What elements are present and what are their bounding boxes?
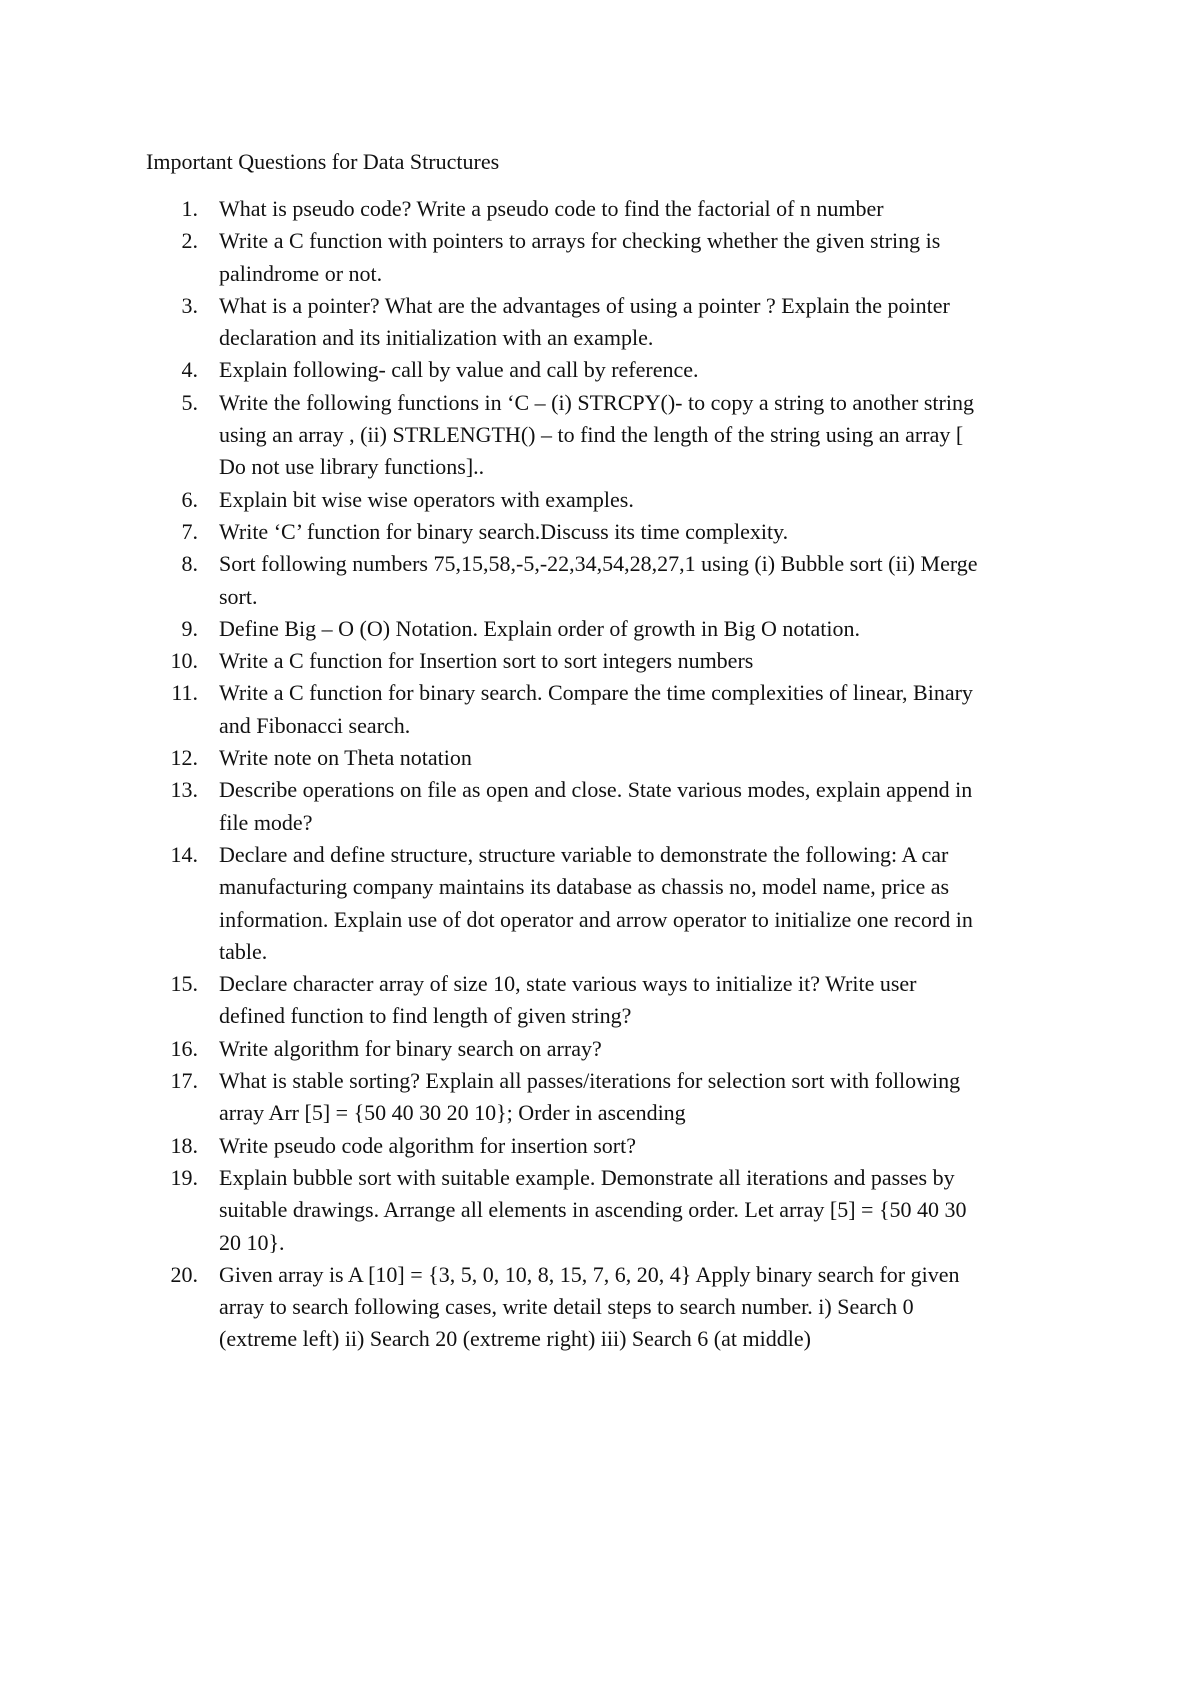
question-text: Declare and define structure, structure variable to demonstrate the following: A car manufacturing company maintains its database as chassis no, model name, price as information. Explain use of dot operator and arrow operator to initialize one record in table. <box>219 841 973 964</box>
question-number: 10. <box>170 648 198 674</box>
question-item <box>0 774 1200 839</box>
question-number: 20. <box>170 1261 198 1287</box>
question-number: 1. <box>181 196 198 221</box>
question-text: Explain bubble sort with suitable example. Demonstrate all iterations and passes by suitable drawings. Arrange all elements in ascending order. Let array [5] = {50 40 30 20 10}. <box>219 1164 967 1255</box>
question-number: 12. <box>170 745 198 771</box>
question-text: Write the following functions in ‘C – (i) STRCPY()- to copy a string to another string using an array , (ii) STRLENGTH() – to find the length of the string using an array [ Do not use library functions].. <box>219 389 974 480</box>
question-number: 15. <box>170 971 198 997</box>
question-item <box>0 1259 1200 1356</box>
question-number: 2. <box>181 228 198 254</box>
question-item <box>0 1162 1200 1259</box>
question-text: What is a pointer? What are the advantages of using a pointer ? Explain the pointer declaration and its initialization with an example. <box>219 292 950 351</box>
question-text: Write a C function for binary search. Compare the time complexities of linear, Binary and Fibonacci search. <box>219 680 973 738</box>
question-text: What is pseudo code? Write a pseudo code to find the factorial of n number <box>219 196 884 221</box>
question-text: Write a C function for Insertion sort to sort integers numbers <box>219 648 754 674</box>
question-item <box>0 516 1200 548</box>
question-item <box>0 645 1200 677</box>
question-item <box>0 225 1200 290</box>
question-text: Write pseudo code algorithm for insertion sort? <box>219 1132 637 1158</box>
question-number: 19. <box>170 1164 198 1190</box>
question-item <box>0 1033 1200 1065</box>
question-number: 4. <box>181 357 198 383</box>
question-text: Write note on Theta notation <box>219 745 472 771</box>
question-item <box>0 354 1200 386</box>
question-list <box>0 193 1200 1356</box>
question-item <box>0 677 1200 742</box>
question-text: Sort following numbers 75,15,58,-5,-22,34,54,28,27,1 using (i) Bubble sort (ii) Merge sort. <box>219 551 978 609</box>
question-text: Declare character array of size 10, state various ways to initialize it? Write user defined function to find length of given string? <box>219 971 917 1029</box>
question-text: Define Big – O (O) Notation. Explain order of growth in Big O notation. <box>219 615 860 641</box>
question-number: 14. <box>170 841 198 867</box>
question-number: 9. <box>181 615 198 641</box>
question-number: 5. <box>181 389 198 415</box>
question-text: Write ‘C’ function for binary search.Discuss its time complexity. <box>219 518 789 544</box>
question-item <box>0 613 1200 645</box>
question-text: Explain bit wise wise operators with examples. <box>219 486 634 512</box>
question-item <box>0 387 1200 484</box>
question-number: 17. <box>170 1068 198 1094</box>
question-item <box>0 548 1200 613</box>
question-text: Write a C function with pointers to arrays for checking whether the given string is palindrome or not. <box>219 228 941 286</box>
question-text: Write algorithm for binary search on array? <box>219 1035 602 1061</box>
document-title: Important Questions for Data Structures <box>146 149 500 174</box>
question-item <box>0 484 1200 516</box>
question-item <box>0 742 1200 774</box>
question-item <box>0 839 1200 968</box>
question-number: 6. <box>181 486 198 512</box>
question-item <box>0 1065 1200 1130</box>
question-number: 13. <box>170 777 198 803</box>
question-item <box>0 968 1200 1033</box>
question-number: 11. <box>171 680 198 706</box>
question-number: 18. <box>170 1132 198 1158</box>
question-text: What is stable sorting? Explain all passes/iterations for selection sort with following array Arr [5] = {50 40 30 20 10}; Order in ascending <box>219 1068 961 1126</box>
question-text: Explain following- call by value and call by reference. <box>219 357 699 383</box>
question-number: 8. <box>181 551 198 577</box>
question-text: Describe operations on file as open and close. State various modes, explain append in file mode? <box>219 777 973 835</box>
question-number: 16. <box>170 1035 198 1061</box>
question-item <box>0 193 1200 225</box>
question-item <box>0 290 1200 355</box>
question-number: 7. <box>181 518 198 544</box>
question-item <box>0 1130 1200 1162</box>
question-text: Given array is A [10] = {3, 5, 0, 10, 8, 15, 7, 6, 20, 4} Apply binary search for given array to search following cases, write detail steps to search number. i) Search 0 (extreme left) ii) Search 20 (extreme right) iii) Search 6 (at middle) <box>219 1261 960 1352</box>
question-number: 3. <box>181 292 198 318</box>
